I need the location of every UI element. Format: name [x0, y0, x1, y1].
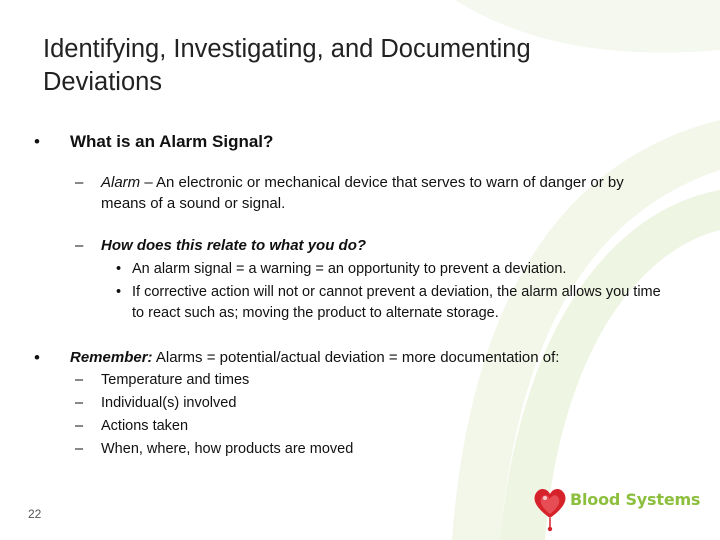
doc-item-text: Individual(s) involved	[101, 395, 237, 411]
dash-mark: –	[75, 174, 84, 191]
dash-mark: –	[75, 441, 84, 457]
heart-logo-icon	[532, 484, 568, 534]
blood-systems-logo	[532, 484, 702, 534]
bullet-alarm-signal-text: What is an Alarm Signal?	[70, 132, 274, 151]
remember-text: Alarms = potential/actual deviation = more documentation of:	[152, 349, 560, 366]
slide-number: 22	[28, 507, 42, 521]
doc-item-text: Actions taken	[101, 418, 189, 434]
alarm-definition-text	[101, 172, 671, 214]
relate-question-text: How does this relate to what you do?	[101, 237, 367, 254]
bullet-mark: •	[116, 284, 122, 300]
bullet-mark: •	[34, 132, 40, 151]
remember-term: Remember:	[70, 349, 153, 366]
alarm-definition-body: – An electronic or mechanical device that serves to warn of danger or by means of a sound or signal.	[101, 174, 624, 212]
bullet-mark: •	[116, 261, 122, 277]
dash-mark: –	[75, 395, 84, 411]
dash-mark: –	[75, 237, 84, 254]
doc-item-text: When, where, how products are moved	[101, 441, 354, 457]
dash-mark: –	[75, 372, 84, 388]
slide-title: Identifying, Investigating, and Documenting Deviations	[43, 35, 531, 96]
bullet-mark: •	[34, 348, 40, 367]
doc-item-text: Temperature and times	[101, 372, 250, 388]
alarm-term: Alarm	[101, 174, 141, 191]
relate-item-text: An alarm signal = a warning = an opportunity to prevent a deviation.	[132, 261, 567, 277]
relate-item-text: If corrective action will not or cannot prevent a deviation, the alarm allows you time to react such as; moving the product to alternate storage.	[132, 284, 661, 321]
bullet-remember	[70, 347, 559, 369]
dash-mark: –	[75, 418, 84, 434]
logo-text: Blood Systems	[570, 490, 701, 509]
